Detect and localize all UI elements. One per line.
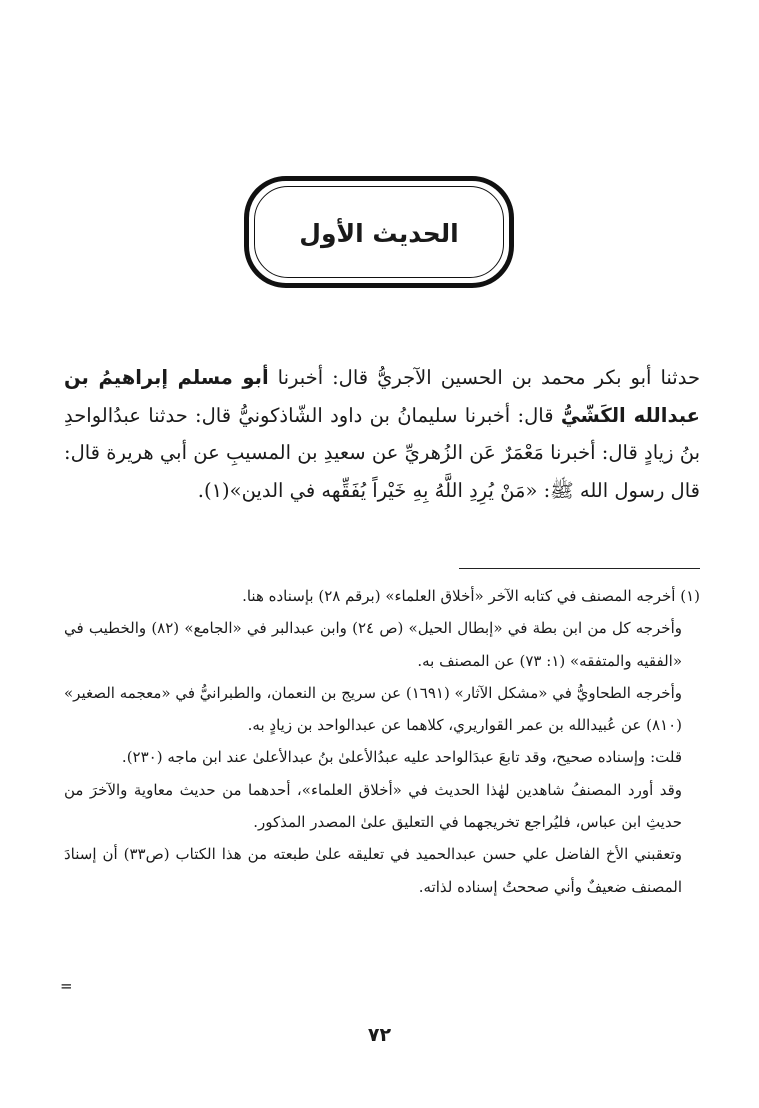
footnote-paragraph: وتعقبني الأخ الفاضل علي حسن عبدالحميد في تعليقه علىٰ طبعته من هذا الكتاب (ص٣٣) أن إسنادَ المصنف ضعيفٌ وأني صححتُ إسناده لذاته.	[64, 845, 682, 896]
hadith-text	[64, 359, 700, 509]
page-number: ٧٢	[367, 1024, 392, 1046]
footnote-paragraph: قلت: وإسناده صحيح، وقد تابعَ عبدَالواحد عليه عبدُالأعلىٰ بنُ عبدالأعلىٰ عند ابن ماجه (٢٣٠).	[121, 748, 682, 767]
footnote-divider	[459, 568, 700, 569]
footnote-paragraph: (١) أخرجه المصنف في كتابه الآخر «أخلاق العلماء» (برقم ٢٨) بإسناده هنا.	[242, 587, 700, 605]
chapter-title: الحديث الأول	[299, 219, 459, 248]
footnote-paragraph: وقد أورد المصنفُ شاهدين لهٰذا الحديث في «أخلاق العلماء»، أحدهما من حديث معاوية والآخرَ من حديثِ ابن عباس، فليُراجع تخريجهما في التعليق علىٰ المصدر المذكور.	[64, 780, 682, 832]
narrator-name: أبو مسلم إبراهيمُ بن عبدالله الكَشّيُّ	[64, 366, 700, 427]
footnotes	[64, 580, 700, 903]
footnote-paragraph: وأخرجه الطحاويُّ في «مشكل الآثار» (١٦٩١) عن سريج بن النعمان، والطبرانيُّ في «معجمه الصغير» (٨١٠) عن عُبيدالله بن عمر القواريري، كلاهما عن عبدالواحد بن زيادٍ به.	[64, 683, 682, 735]
hadith-intro: حدثنا أبو بكر محمد بن الحسين الآجريُّ قال: أخبرنا	[268, 366, 700, 389]
continuation-mark: =	[60, 977, 73, 995]
footnote-paragraph: وأخرجه كل من ابن بطة في «إبطال الحيل» (ص ٢٤) وابن عبدالبر في «الجامع» (٨٢) والخطيب في «الفقيه والمتفقه» (١: ٧٣) عن المصنف به.	[64, 619, 682, 670]
chapter-title-frame	[244, 176, 514, 288]
hadith-paragraph	[64, 359, 700, 509]
hadith-rest: قال: أخبرنا سليمانُ بن داود الشّاذكونيُّ قال: حدثنا عبدُالواحدِ بنُ زيادٍ قال: أخبرنا مَعْمَرٌ عَن الزُهريِّ عن سعيدِ بن المسيبِ عن أبي هريرة قال: قال رسول الله ﷺ: «مَنْ يُرِدِ اللَّهُ بِهِ خَيْراً يُفَقِّهه في الدين»(١).	[64, 403, 700, 502]
